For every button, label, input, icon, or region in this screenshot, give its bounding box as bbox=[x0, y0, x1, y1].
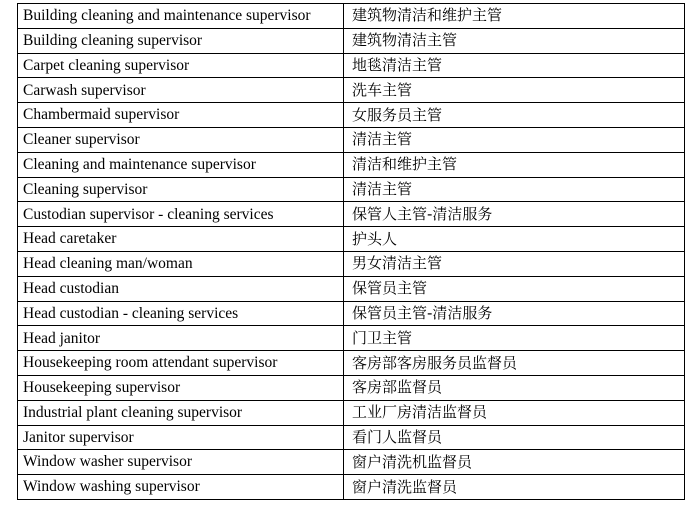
chinese-title-cell: 客房部监督员 bbox=[344, 375, 685, 400]
job-title-translation-table bbox=[17, 3, 685, 500]
chinese-title-cell: 保管员主管-清洁服务 bbox=[344, 301, 685, 326]
english-title-cell: Building cleaning supervisor bbox=[18, 28, 344, 53]
table-row bbox=[18, 276, 685, 301]
chinese-title-cell: 男女清洁主管 bbox=[344, 251, 685, 276]
table-row bbox=[18, 53, 685, 78]
english-title-cell: Cleaning and maintenance supervisor bbox=[18, 152, 344, 177]
table-row bbox=[18, 351, 685, 376]
chinese-title-cell: 清洁主管 bbox=[344, 127, 685, 152]
english-title-cell: Head caretaker bbox=[18, 227, 344, 252]
table-row bbox=[18, 177, 685, 202]
chinese-title-cell: 地毯清洁主管 bbox=[344, 53, 685, 78]
english-title-cell: Janitor supervisor bbox=[18, 425, 344, 450]
table-row bbox=[18, 475, 685, 500]
table-row bbox=[18, 28, 685, 53]
english-title-cell: Building cleaning and maintenance supervisor bbox=[18, 4, 344, 29]
table-row bbox=[18, 127, 685, 152]
english-title-cell: Carwash supervisor bbox=[18, 78, 344, 103]
english-title-cell: Custodian supervisor - cleaning services bbox=[18, 202, 344, 227]
english-title-cell: Cleaning supervisor bbox=[18, 177, 344, 202]
table-row bbox=[18, 450, 685, 475]
table-body bbox=[18, 4, 685, 500]
english-title-cell: Housekeeping supervisor bbox=[18, 375, 344, 400]
english-title-cell: Industrial plant cleaning supervisor bbox=[18, 400, 344, 425]
english-title-cell: Housekeeping room attendant supervisor bbox=[18, 351, 344, 376]
table-row bbox=[18, 251, 685, 276]
english-title-cell: Head custodian - cleaning services bbox=[18, 301, 344, 326]
chinese-title-cell: 建筑物清洁和维护主管 bbox=[344, 4, 685, 29]
table-row bbox=[18, 103, 685, 128]
english-title-cell: Window washing supervisor bbox=[18, 475, 344, 500]
chinese-title-cell: 女服务员主管 bbox=[344, 103, 685, 128]
english-title-cell: Head cleaning man/woman bbox=[18, 251, 344, 276]
table-row bbox=[18, 425, 685, 450]
chinese-title-cell: 清洁主管 bbox=[344, 177, 685, 202]
chinese-title-cell: 窗户清洗机监督员 bbox=[344, 450, 685, 475]
table-row bbox=[18, 227, 685, 252]
chinese-title-cell: 保管员主管 bbox=[344, 276, 685, 301]
table-row bbox=[18, 400, 685, 425]
chinese-title-cell: 窗户清洗监督员 bbox=[344, 475, 685, 500]
chinese-title-cell: 工业厂房清洁监督员 bbox=[344, 400, 685, 425]
english-title-cell: Cleaner supervisor bbox=[18, 127, 344, 152]
chinese-title-cell: 保管人主管-清洁服务 bbox=[344, 202, 685, 227]
english-title-cell: Chambermaid supervisor bbox=[18, 103, 344, 128]
chinese-title-cell: 洗车主管 bbox=[344, 78, 685, 103]
table-row bbox=[18, 301, 685, 326]
english-title-cell: Carpet cleaning supervisor bbox=[18, 53, 344, 78]
english-title-cell: Head custodian bbox=[18, 276, 344, 301]
chinese-title-cell: 看门人监督员 bbox=[344, 425, 685, 450]
table-row bbox=[18, 4, 685, 29]
chinese-title-cell: 建筑物清洁主管 bbox=[344, 28, 685, 53]
chinese-title-cell: 清洁和维护主管 bbox=[344, 152, 685, 177]
table-row bbox=[18, 326, 685, 351]
chinese-title-cell: 门卫主管 bbox=[344, 326, 685, 351]
english-title-cell: Head janitor bbox=[18, 326, 344, 351]
table-row bbox=[18, 202, 685, 227]
chinese-title-cell: 客房部客房服务员监督员 bbox=[344, 351, 685, 376]
table-row bbox=[18, 375, 685, 400]
table-row bbox=[18, 78, 685, 103]
chinese-title-cell: 护头人 bbox=[344, 227, 685, 252]
table-row bbox=[18, 152, 685, 177]
english-title-cell: Window washer supervisor bbox=[18, 450, 344, 475]
